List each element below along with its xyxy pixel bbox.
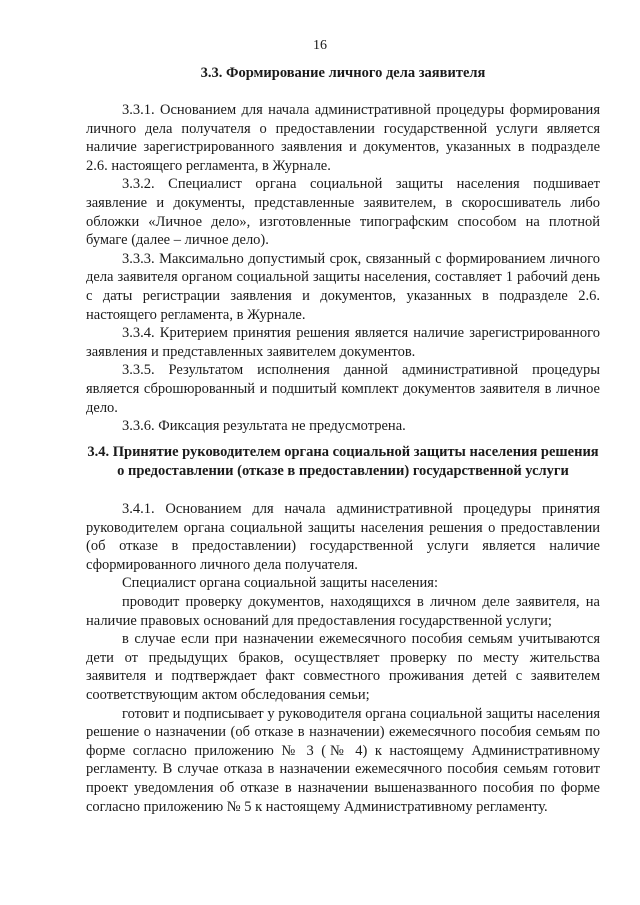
paragraph: проводит проверку документов, находящихся в личном деле заявителя, на наличие правовых оснований для предоставления государственной услуги;	[86, 593, 600, 629]
paragraph: 3.3.1. Основанием для начала административной процедуры формирования личного дела получателя о предоставлении государственной услуги является наличие зарегистрированного заявления и документов, указанных в подразделе 2.6. настоящего регламента, в Журнале.	[86, 102, 600, 174]
section-3-3	[86, 64, 600, 436]
paragraph: 3.3.5. Результатом исполнения данной административной процедуры является сброшюрованный и подшитый комплект документов заявителя в личное дело.	[86, 362, 600, 416]
paragraph: 3.3.3. Максимально допустимый срок, связанный с формированием личного дела заявителя органом социальной защиты населения, составляет 1 рабочий день с даты регистрации заявления и документов, указанных в подразделе 2.6. настоящего регламента, в Журнале.	[86, 250, 600, 323]
section-heading: 3.3. Формирование личного дела заявителя	[200, 65, 486, 81]
section-heading: 3.4. Принятие руководителем органа социальной защиты населения решения о предоставлении (отказе в предоставлении) государственной услуги	[87, 444, 599, 479]
section-3-4	[86, 443, 600, 816]
paragraph: 3.3.2. Специалист органа социальной защиты населения подшивает заявление и документы, представленные заявителем, в скоросшиватель либо обложки «Личное дело», изготовленные типографским способом на плотной бумаге (далее – личное дело).	[86, 176, 600, 249]
paragraph: Специалист органа социальной защиты населения:	[122, 575, 438, 592]
paragraph: 3.4.1. Основанием для начала административной процедуры принятия руководителем органа социальной защиты населения решения о предоставлении (об отказе в предоставлении) государственной услуги является наличие сформированного личного дела получателя.	[86, 501, 600, 573]
paragraph: в случае если при назначении ежемесячного пособия семьям учитываются дети от предыдущих браков, осуществляет проверку по месту жительства заявителя и подтверждает факт совместного проживания детей с заявителем соответствующим актом обследования семьи;	[86, 631, 600, 703]
paragraph: 3.3.6. Фиксация результата не предусмотрена.	[122, 418, 406, 435]
page-number: 16	[313, 38, 327, 53]
paragraph: 3.3.4. Критерием принятия решения является наличие зарегистрированного заявления и представленных заявителем документов.	[86, 325, 600, 360]
paragraph: готовит и подписывает у руководителя органа социальной защиты населения решение о назначении (об отказе в назначении) ежемесячного пособия семьям по форме согласно приложению № 3 (№ 4) к настоящему Административному регламенту. В случае отказа в назначении ежемесячного пособия семьям готовит проект уведомления об отказе в назначении вышеназванного пособия по форме согласно приложению № 5 к настоящему Административному регламенту.	[86, 705, 600, 815]
